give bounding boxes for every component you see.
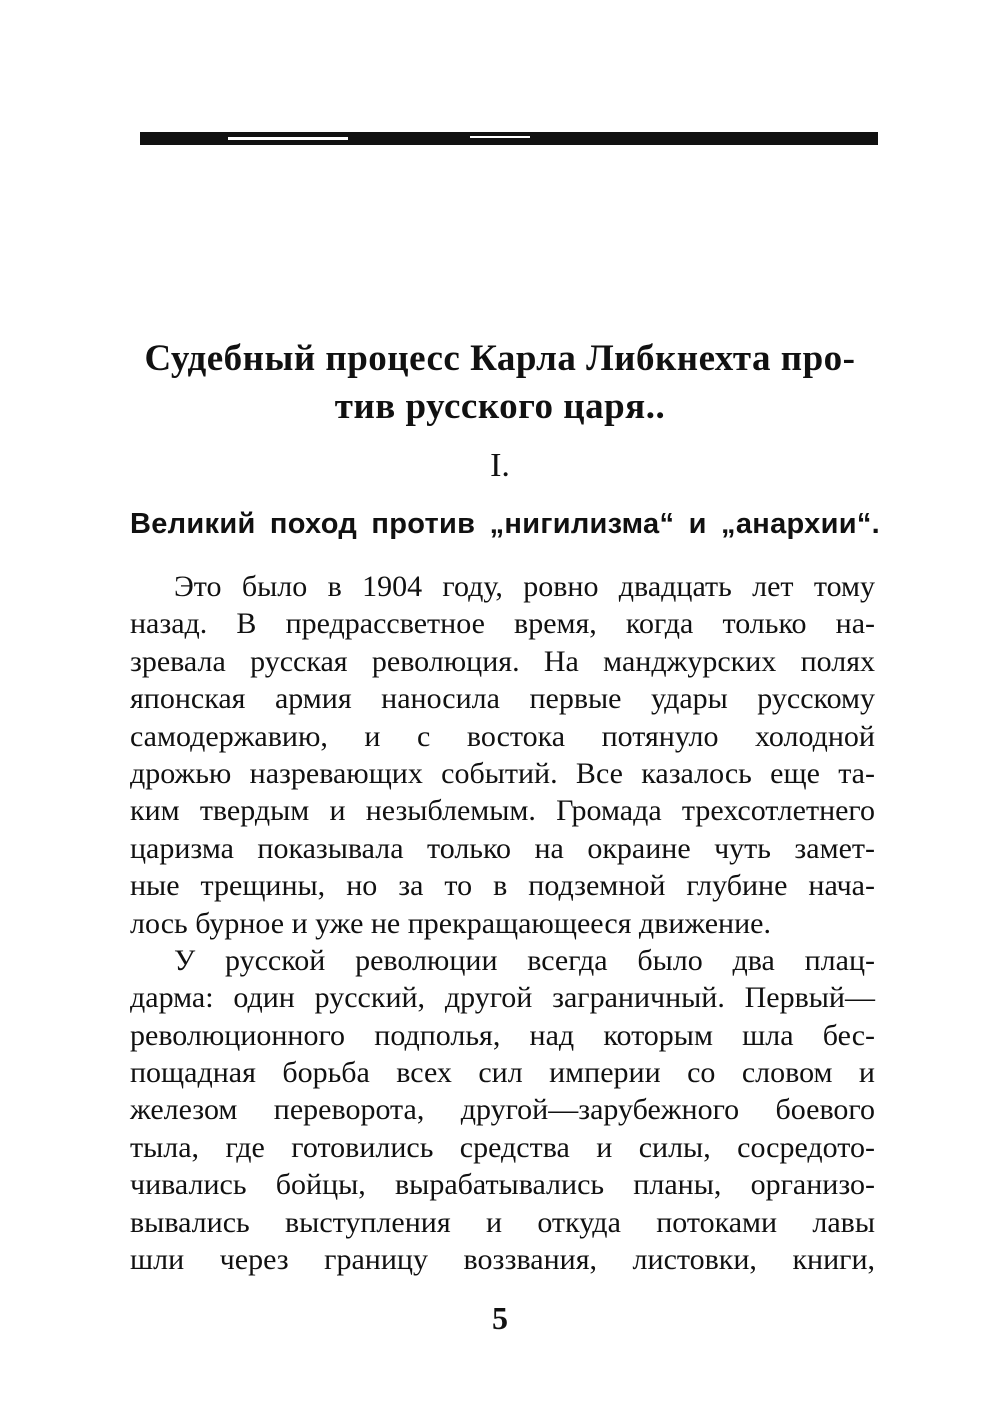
text-line: дрожью назревающих событий. Все казалось еще та- xyxy=(130,756,875,790)
page-number: 5 xyxy=(492,1300,508,1336)
text-line: назад. В предрассветное время, когда только на- xyxy=(130,607,875,641)
chapter-number: I. xyxy=(490,447,510,484)
article-title-line-2: тив русского царя.. xyxy=(334,386,666,427)
text-line: дарма: один русский, другой заграничный. Первый— xyxy=(130,981,875,1015)
chapter-subtitle: Великий поход против „нигилизма“ и „анархии“. xyxy=(130,508,880,540)
rule-streak xyxy=(470,136,530,138)
text-line: лось бурное и уже не прекращающееся движение. xyxy=(130,906,771,940)
paragraph-2 xyxy=(130,942,875,1279)
text-line: чивались бойцы, вырабатывались планы, организо- xyxy=(130,1168,875,1202)
rule-streak xyxy=(228,137,348,140)
text-line: У русской революции всегда было два плац- xyxy=(174,943,875,977)
text-line: тыла, где готовились средства и силы, сосредото- xyxy=(130,1130,875,1164)
text-line: царизма показывала только на окраине чуть замет- xyxy=(130,831,875,865)
text-line: ные трещины, но за то в подземной глубине нача- xyxy=(130,869,875,903)
text-line: пощадная борьба всех сил империи со словом и xyxy=(130,1056,875,1090)
article-title-line-1: Судебный процесс Карла Либкнехта про- xyxy=(144,338,856,379)
text-line: японская армия наносила первые удары русскому xyxy=(130,682,875,716)
text-line: революционного подполья, над которым шла бес- xyxy=(130,1018,875,1052)
text-line: шли через границу воззвания, листовки, книги, xyxy=(130,1243,875,1277)
text-line: вывались выступления и откуда потоками лавы xyxy=(130,1205,875,1239)
body-text xyxy=(130,568,875,1278)
paragraph-1 xyxy=(130,568,875,942)
text-line: самодержавию, и с востока потянуло холодной xyxy=(130,719,875,753)
text-line: ким твердым и незыблемым. Громада трехсотлетнего xyxy=(130,794,875,828)
text-line: зревала русская революция. На манджурских полях xyxy=(130,644,875,678)
text-line: Это было в 1904 году, ровно двадцать лет тому xyxy=(174,570,875,603)
top-decorative-rule xyxy=(140,132,878,145)
text-line: железом переворота, другой—зарубежного боевого xyxy=(130,1093,875,1127)
